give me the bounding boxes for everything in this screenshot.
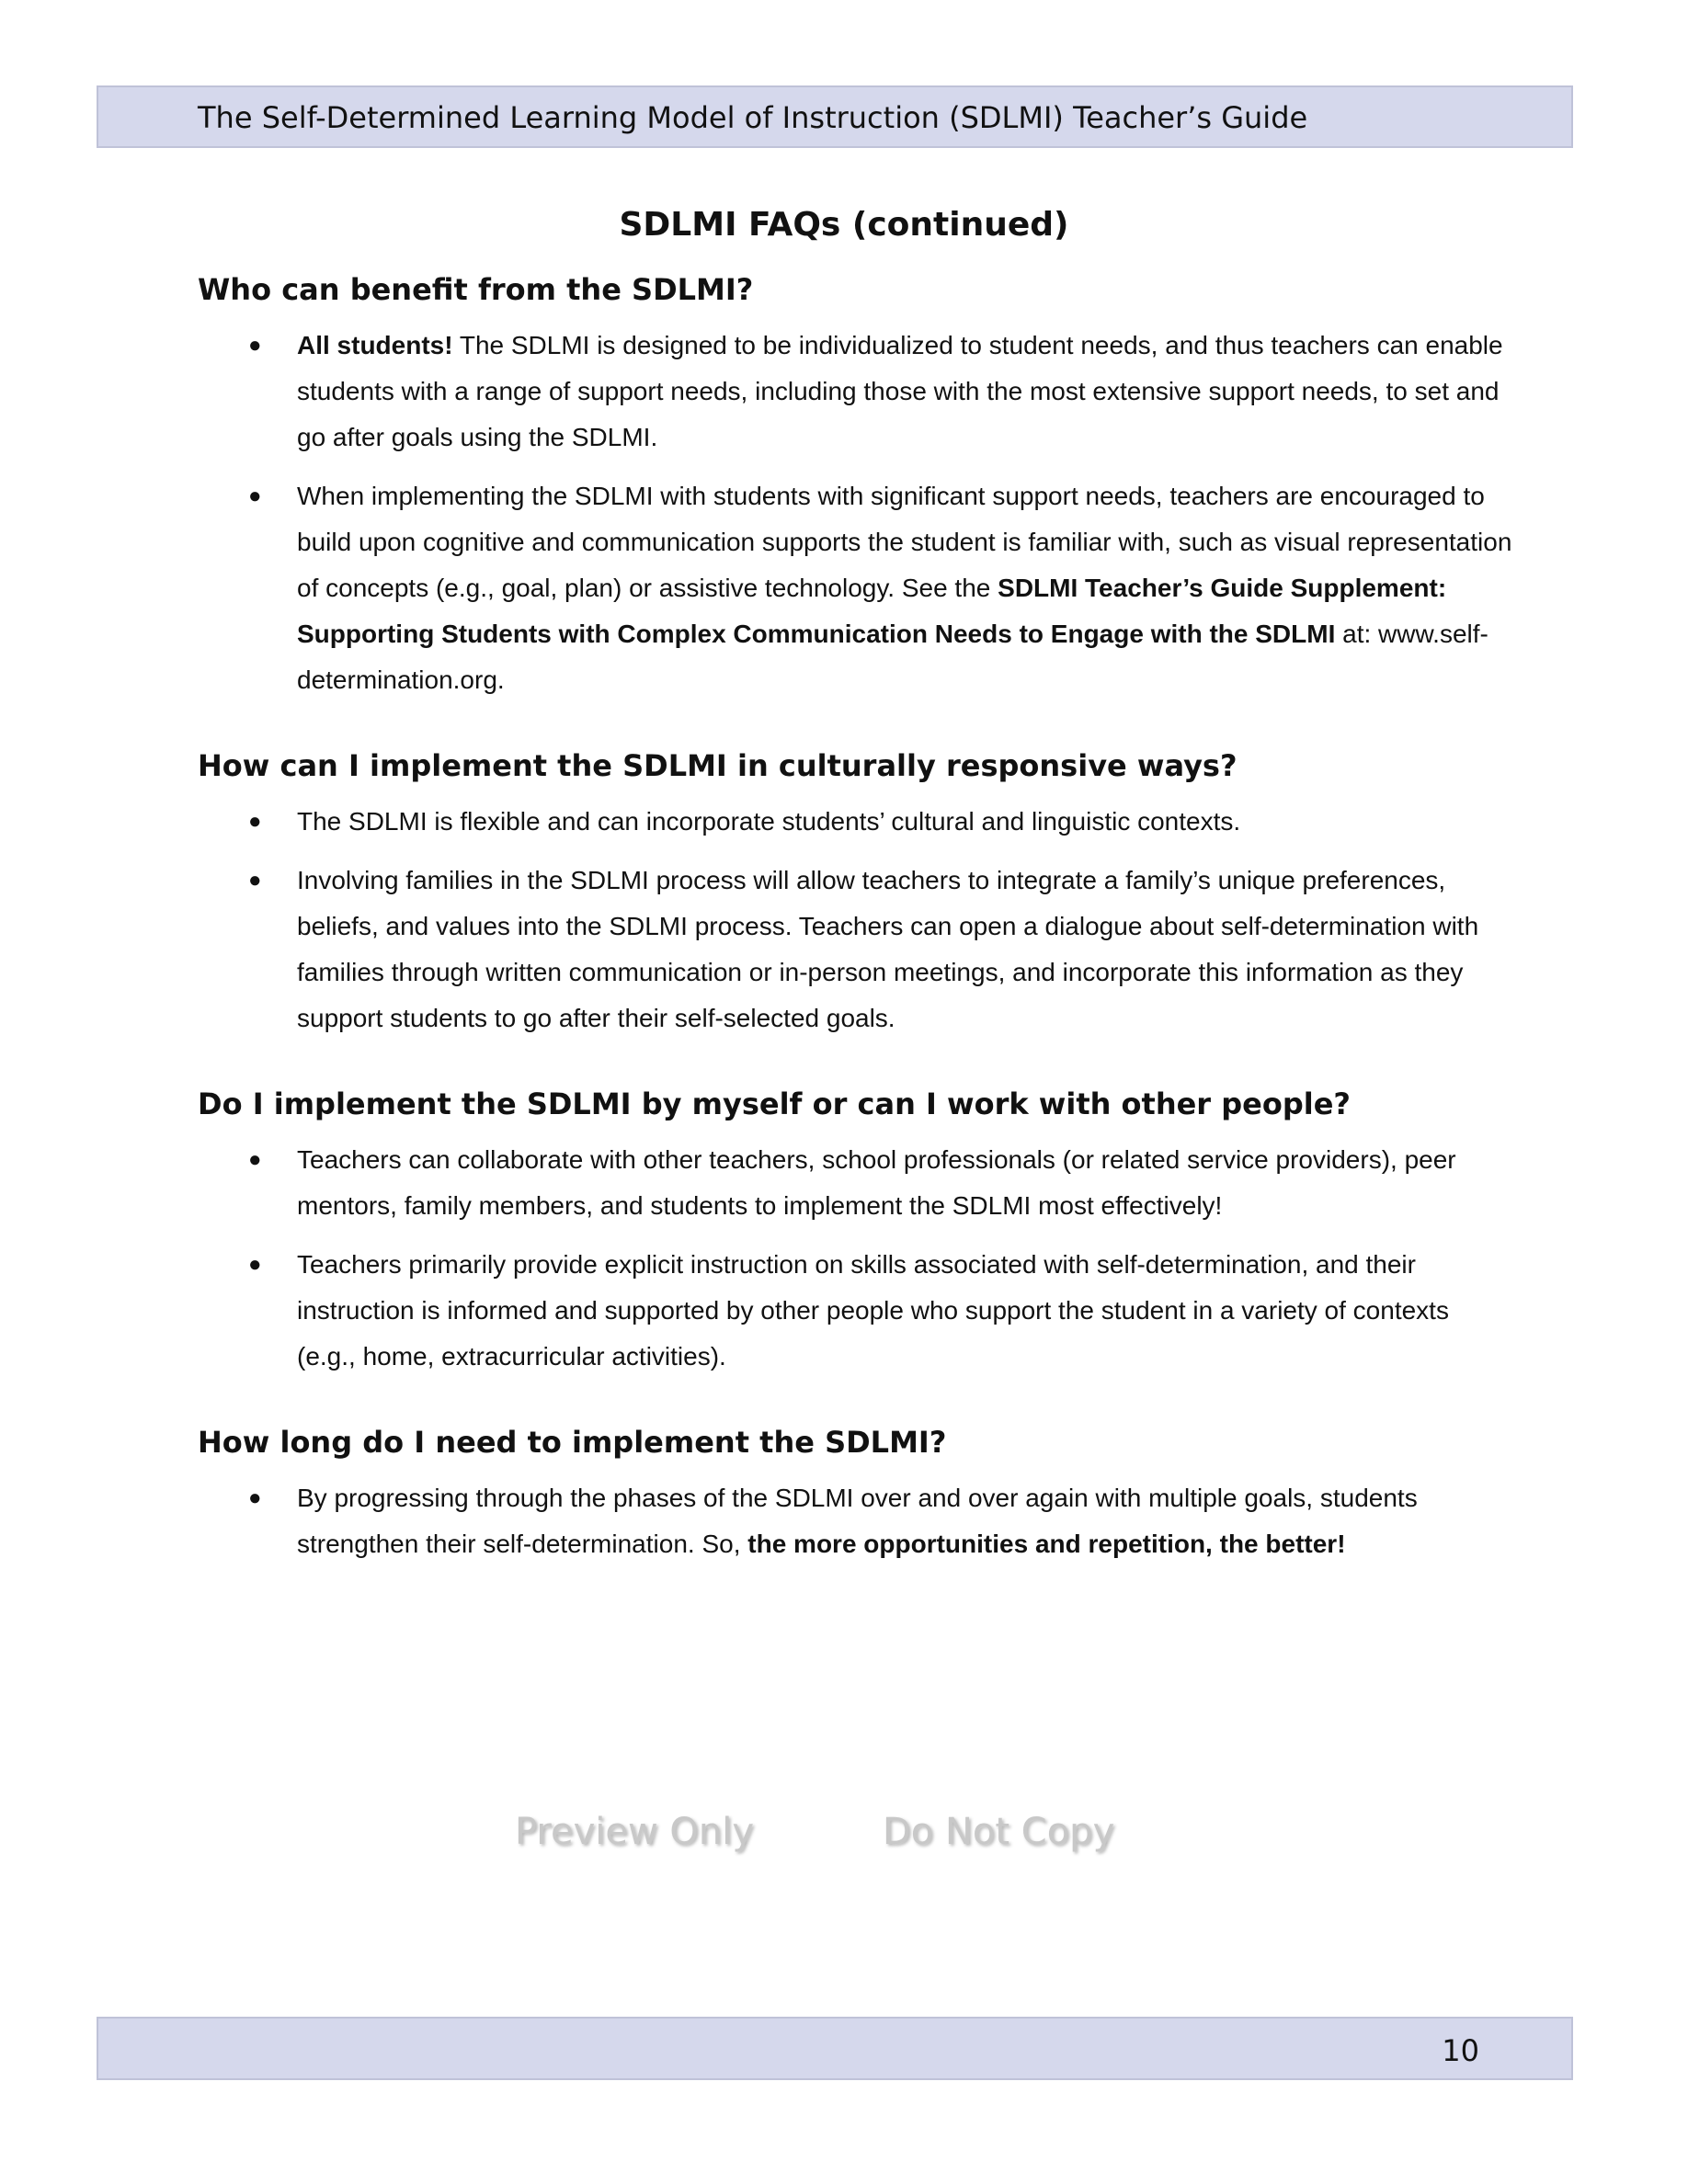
list-item-text: By progressing through the phases of the SDLMI over and over again with multiple goals, students strengthen their self-determination. So, the more opportunities and repetition, the better! <box>297 1484 1418 1558</box>
watermark <box>0 1774 1688 2004</box>
page-number: 10 <box>1442 2033 1479 2068</box>
bullet-icon: ● <box>248 483 262 508</box>
reference-title: SDLMI Teacher’s Guide Supplement: Supporting Students with Complex Communication Needs to Engage with the SDLMI <box>297 574 1447 648</box>
bullet-icon: ● <box>248 333 262 358</box>
faq-section <box>198 1084 1512 1380</box>
section-heading-who-can-benefit: Who can benefit from the SDLMI? <box>198 272 754 307</box>
list-item <box>248 1242 1512 1380</box>
watermark-do-not-copy: Do Not Copy <box>883 1811 1115 1853</box>
bullet-icon: ● <box>248 1252 262 1277</box>
list-item <box>248 1137 1512 1229</box>
list-item-text: Teachers can collaborate with other teachers, school professionals (or related service providers), peer mentors, family members, and students to implement the SDLMI most effectively! <box>297 1145 1456 1220</box>
bullet-icon: ● <box>248 809 262 834</box>
footer-band <box>97 2017 1573 2080</box>
emphasis-text: All students! <box>297 331 453 359</box>
reference-url: at: www.self-determination.org. <box>297 620 1488 694</box>
list-item-text: All students! The SDLMI is designed to be individualized to student needs, and thus teachers can enable students with a range of support needs, including those with the most extensive support needs, to set and go after goals using the SDLMI. <box>297 331 1503 451</box>
faq-content <box>198 269 1512 1580</box>
list-item-text: Teachers primarily provide explicit instruction on skills associated with self-determination, and their instruction is informed and supported by other people who support the student in a variety of contexts (e.g., home, extracurricular activities). <box>297 1250 1449 1371</box>
page-title: SDLMI FAQs (continued) <box>619 206 1069 244</box>
list-item-text: The SDLMI is flexible and can incorporate students’ cultural and linguistic contexts. <box>297 807 1241 836</box>
faq-section <box>198 745 1512 1041</box>
bullet-icon: ● <box>248 868 262 893</box>
list-item <box>248 858 1512 1041</box>
section-heading-culturally-responsive: How can I implement the SDLMI in culturally responsive ways? <box>198 748 1237 783</box>
list-item-text: Involving families in the SDLMI process will allow teachers to integrate a family’s unique preferences, beliefs, and values into the SDLMI process. Teachers can open a dialogue about self-determination with families through written communication or in-person meetings, and incorporate this information as they support students to go after their self-selected goals. <box>297 866 1479 1032</box>
watermark-preview-only: Preview Only <box>515 1811 755 1853</box>
document-title: The Self-Determined Learning Model of Instruction (SDLMI) Teacher’s Guide <box>198 100 1308 135</box>
list-item-text: When implementing the SDLMI with students with significant support needs, teachers are encouraged to build upon cognitive and communication supports the student is familiar with, such as visual representation of concepts (e.g., goal, plan) or assistive technology. See the SDLMI Teacher’s Guide Supplement: Supporting Students with Complex Communication Needs to Engage with the SDLMI at: www.self-determination.org. <box>297 482 1512 694</box>
bullet-icon: ● <box>248 1147 262 1172</box>
list-item <box>248 1475 1512 1567</box>
faq-section <box>198 269 1512 703</box>
section-heading-work-with-others: Do I implement the SDLMI by myself or can I work with other people? <box>198 1086 1351 1121</box>
header-band <box>97 85 1573 148</box>
section-heading-how-long: How long do I need to implement the SDLMI? <box>198 1425 947 1460</box>
list-item <box>248 799 1512 845</box>
list-item <box>248 323 1512 461</box>
list-item <box>248 473 1512 703</box>
emphasis-text: the more opportunities and repetition, the better! <box>747 1530 1346 1558</box>
faq-section <box>198 1422 1512 1567</box>
bullet-icon: ● <box>248 1485 262 1510</box>
